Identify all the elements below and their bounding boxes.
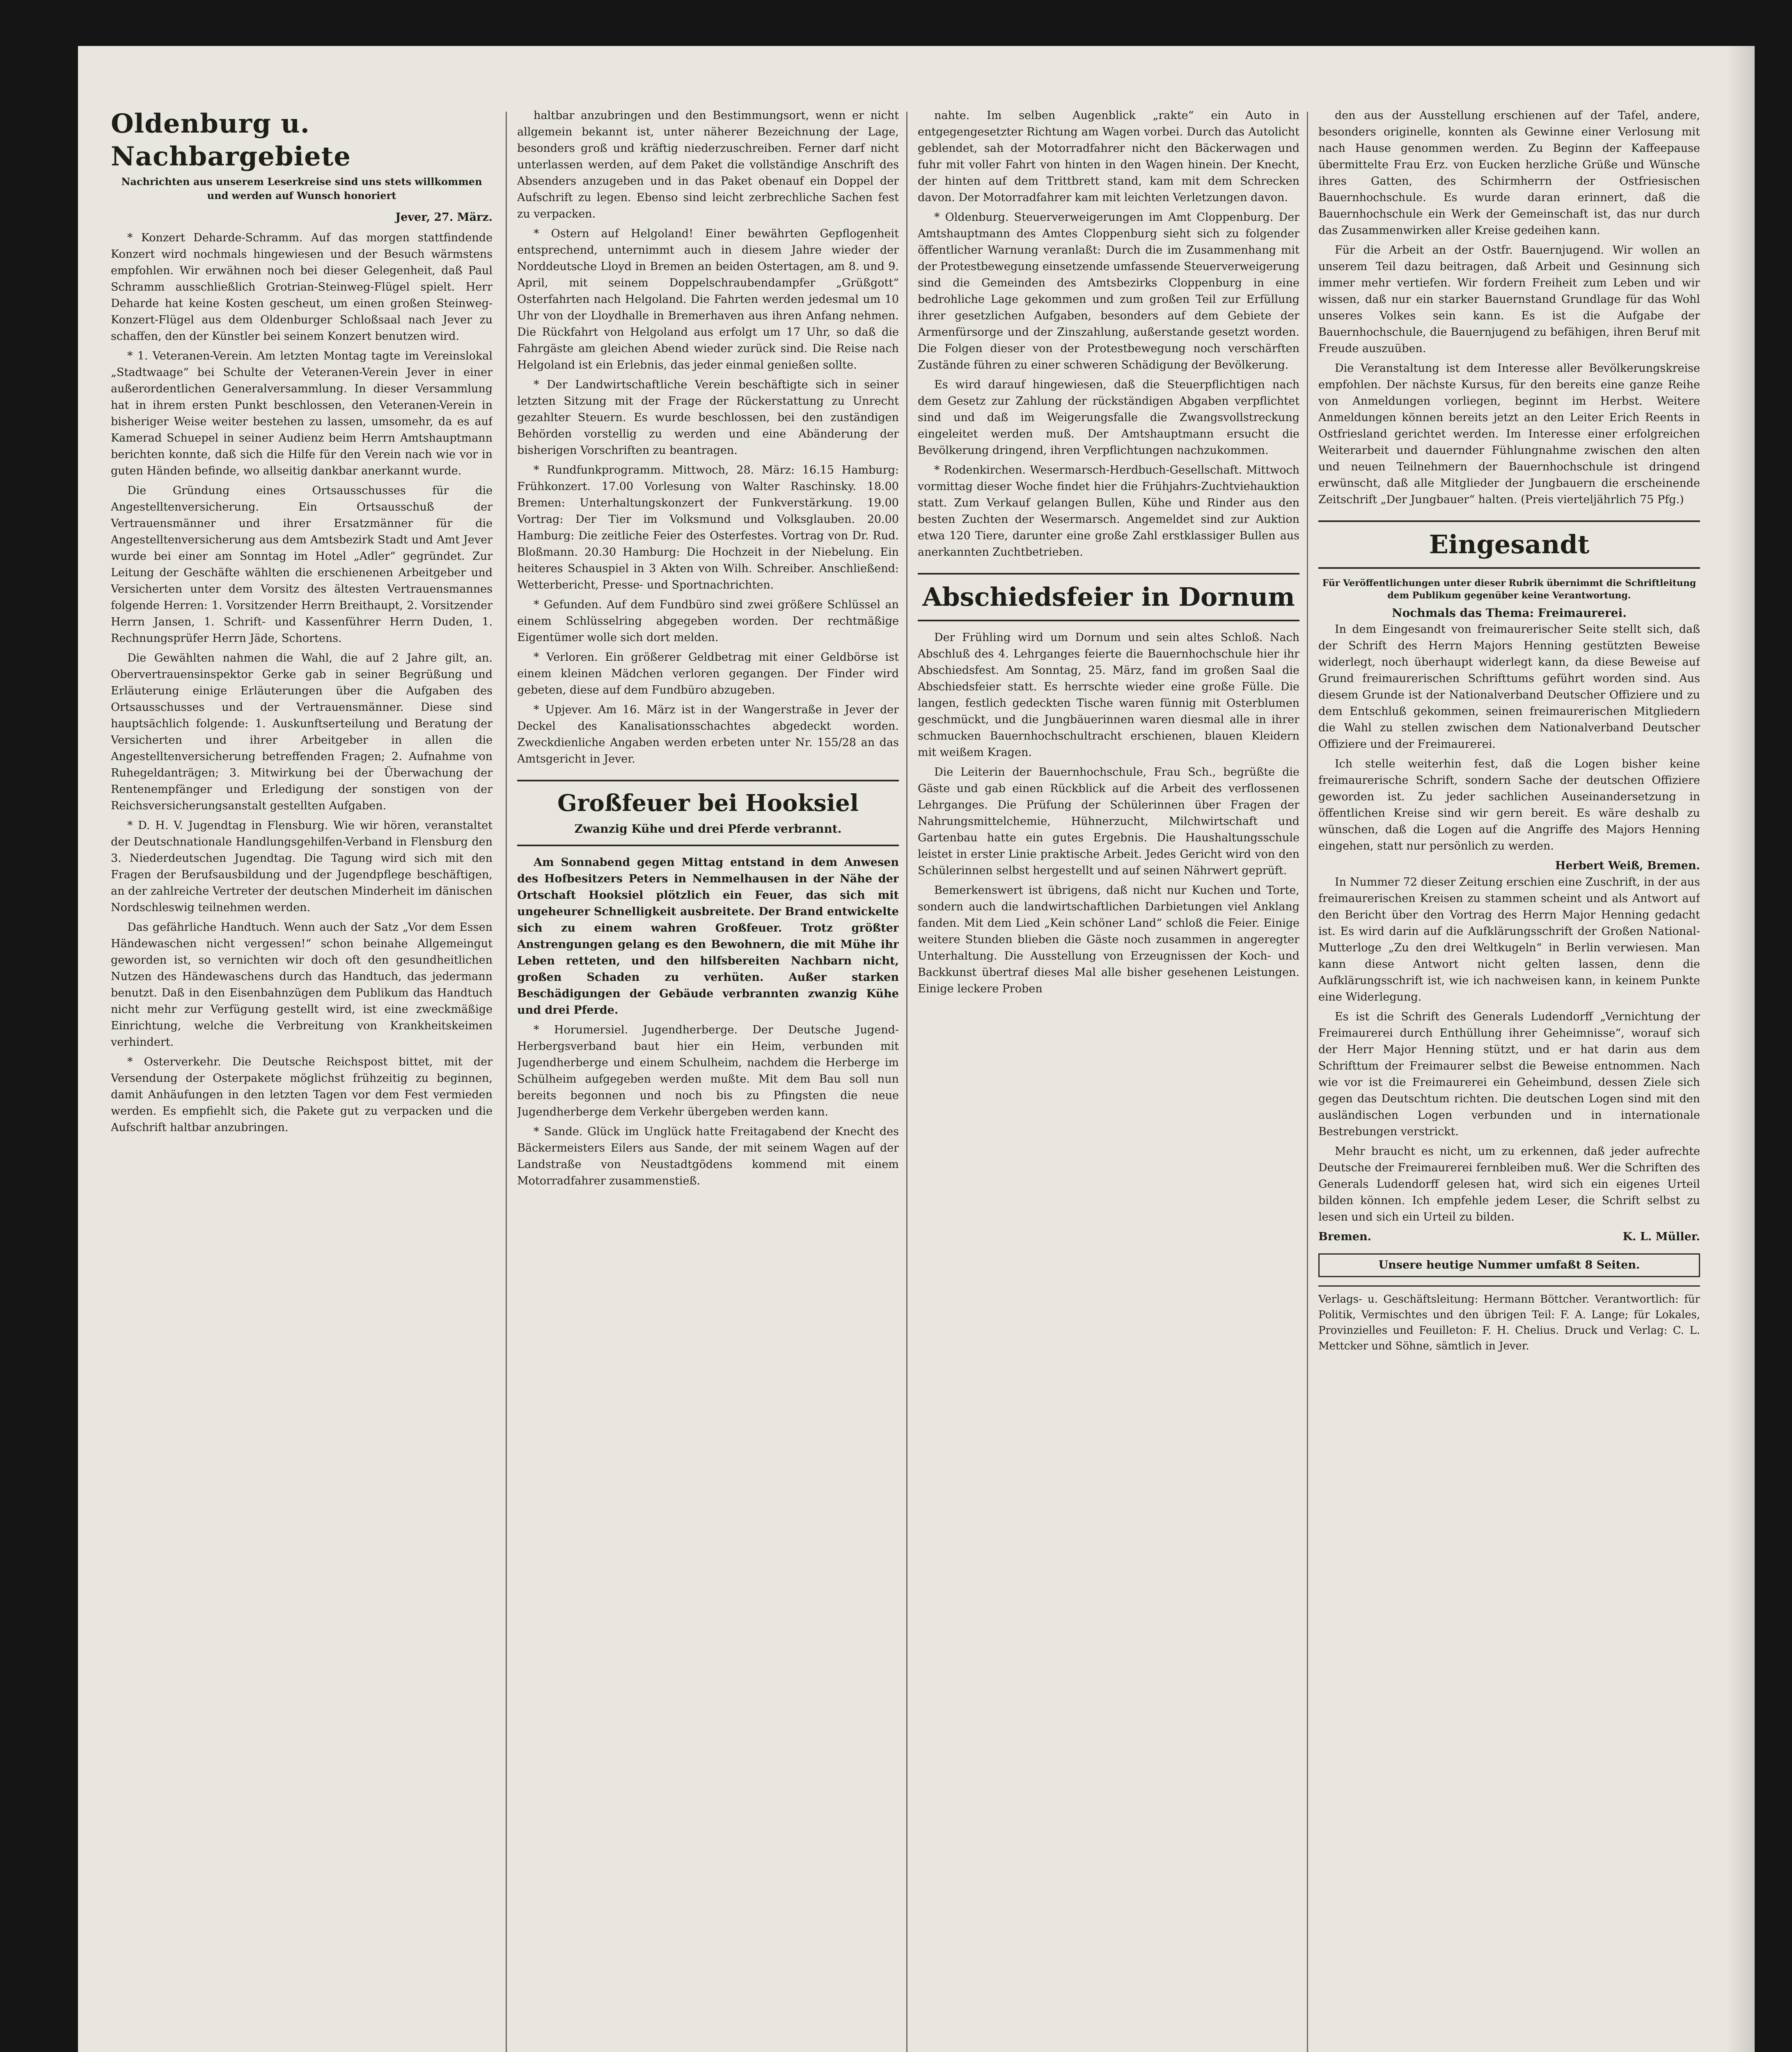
article-paragraph: Der Frühling wird um Dornum und sein altes Schloß. Nach Abschluß des 4. Lehrganges feierte die Bauernhochschule hier ihr Abschiedsfest. Am Sonntag, 25. März, fand im großen Saal die Abschiedsfeier statt. Es herrschte wieder eine große Fülle. Die langen, festlich gedeckten Tische waren fünnig mit Osterblumen geschmückt, und die Jungbäuerinnen waren diesmal alle in ihrer schmucken Bauernhochschultracht erschienen, blauen Kleidern mit weißem Kragen. — [918, 631, 1299, 759]
article-paragraph: * Der Landwirtschaftliche Verein beschäftigte sich in seiner letzten Sitzung mit der Frage der Rückerstattung zu Unrecht gezahlter Steuern. Es wurde beschlossen, bei den zuständigen Behörden vorstellig zu werden und eine Abänderung der bisherigen Vorschriften zu beantragen. — [517, 378, 899, 457]
article-paragraph: den aus der Ausstellung erschienen auf der Tafel, andere, besonders originelle, konnten als Gewinne einer Verlosung mit nach Hause genommen werden. Zu Beginn der Kaffeepause übermittelte Frau Erz. von Eucken herzliche Grüße und Wünsche ihres Gatten, des Schirmherrn der Ostfriesischen Bauernhochschule. Es wurde daran erinnert, daß die Bauernhochschule ein Werk der Gemeinschaft ist, das nur durch das Zusammenwirken aller Kreise gedeihen kann. — [1318, 109, 1700, 237]
article-paragraph: * Rundfunkprogramm. Mittwoch, 28. März: 16.15 Hamburg: Frühkonzert. 17.00 Vorlesung von Walter Raschinsky. 18.00 Bremen: Unterhaltungskonzert der Funkverstärkung. 19.00 Vortrag: Der Tier im Volksmund und Volksglauben. 20.00 Hamburg: Die zeitliche Feier des Osterfestes. Vortrag von Dr. Rud. Bloßmann. 20.30 Hamburg: Die Hochzeit in der Niebelung. Ein heiteres Schauspiel in 3 Akten von Wilh. Schreiber. Anschließend: Wetterbericht, Presse- und Sportnachrichten. — [517, 464, 899, 591]
article-paragraph: Bemerkenswert ist übrigens, daß nicht nur Kuchen und Torte, sondern auch die landwirtschaftlichen Darbietungen viel Anklang fanden. Mit dem Lied „Kein schöner Land“ schloß die Feier. Einige weitere Stunden blieben die Gäste noch zusammen in angeregter Unterhaltung. Die Ausstellung von Erzeugnissen der Koch- und Backkunst übertraf dieses Mal alle bisher gesehenen Leistungen. Einige leckere Proben — [918, 884, 1299, 995]
article-paragraph: In dem Eingesandt von freimaurerischer Seite stellt sich, daß der Schrift des Herrn Majors Henning gestützten Beweise widerlegt, noch überhaupt widerlegt kann, da diese Beweise auf Grund freimaurerischen Schrifttums geführt worden sind. Aus diesem Grunde ist der Nationalverband Deutscher Offiziere und zu dem Entschluß gekommen, seinen freimaurerischen Mitgliedern die Wahl zu stellen zwischen dem Nationalverband Deutscher Offiziere und der Freimaurerei. — [1318, 623, 1700, 751]
article-paragraph: * 1. Veteranen-Verein. Am letzten Montag tagte im Vereinslokal „Stadtwaage“ bei Schulte der Veteranen-Verein Jever in einer außerordentlichen Generalversammlung. In dieser Versammlung hat in ihrem ersten Punkt beschlossen, den Veteranen-Verein in bisheriger Weise weiter bestehen zu lassen, umsomehr, da es auf Kamerad Schuepel in seiner Audienz beim Herrn Amtshauptmann berichten konnte, daß sich die Hilfe für den Verein nach wie vor in guten Händen befinde, wo allseitig dankbar anerkannt wurde. — [111, 350, 493, 477]
newspaper-page — [78, 46, 1755, 2052]
article-paragraph: * Horumersiel. Jugendherberge. Der Deutsche Jugend-Herbergsverband baut hier ein Heim, verbunden mit Jugendherberge und einem Schulheim, nachdem die Herberge im Schülheim aufgegeben werden mußte. Mit dem Bau soll nun bereits begonnen und noch bis zu Pfingsten die neue Jugendherberge dem Verkehr übergeben werden kann. — [517, 1024, 899, 1118]
column-2 — [517, 108, 899, 2052]
article-paragraph: nahte. Im selben Augenblick „rakte“ ein Auto in entgegengesetzter Richtung am Wagen vorbei. Durch das Autolicht geblendet, sah der Motorradfahrer nicht den Bäckerwagen und fuhr mit voller Fahrt von hinten in den Wagen hinein. Der Knecht, der hinten auf dem Trittbrett stand, kam mit dem Schrecken davon. Der Motorradfahrer kam mit leichten Verletzungen davon. — [918, 109, 1299, 204]
article-paragraph: Am Sonnabend gegen Mittag entstand in dem Anwesen des Hofbesitzers Peters in Nemmelhausen in der Nähe der Ortschaft Hooksiel plötzlich ein Feuer, das sich mit ungeheurer Schnelligkeit ausbreitete. Der Brand entwickelte sich zu einem wahren Großfeuer. Trotz größter Anstrengungen gelang es den Bewohnern, die mit Mühe ihr Leben retteten, und den hilfsbereiten Nachbarn nicht, großen Schaden zu verhüten. Außer starken Beschädigungen der Gebäude verbrannten zwanzig Kühe und drei Pferde. — [517, 856, 899, 1017]
article-paragraph: Die Gewählten nahmen die Wahl, die auf 2 Jahre gilt, an. Obervertrauensinspektor Gerke gab in seiner Begrüßung und Erläuterung einige Erläuterungen über die Aufgaben des Ortsausschusses und der Vertrauensmänner. Diese sind hauptsächlich folgende: 1. Auskunftserteilung und Beratung der Versicherten und ihrer Arbeitgeber in allen die Angestelltenversicherung betreffenden Fragen; 2. Aufnahme von Ruhegeldanträgen; 3. Mitwirkung bei der Überwachung der Rentenempfänger und Erledigung der sonstigen von der Reichsversicherungsanstalt gestellten Aufgaben. — [111, 652, 493, 812]
column-rule — [506, 112, 507, 2052]
headline-abschiedsfeier: Abschiedsfeier in Dornum — [922, 582, 1295, 612]
article-paragraph: haltbar anzubringen und den Bestimmungsort, wenn er nicht allgemein bekannt ist, unter näherer Bezeichnung der Lage, besonders groß und kräftig niederzuschreiben. Ferner darf nicht unterlassen werden, auf dem Paket die vollständige Anschrift des Absenders anzugeben und in das Paket obenauf ein Doppel der Aufschrift zu legen. Ebenso sind leicht zerbrechliche Sachen fest zu verpacken. — [517, 109, 899, 220]
page-count-notice: Unsere heutige Nummer umfaßt 8 Seiten. — [1318, 1253, 1700, 1277]
column-rule — [906, 112, 907, 2052]
article-paragraph: Die Veranstaltung ist dem Interesse aller Bevölkerungskreise empfohlen. Der nächste Kursus, für den bereits eine ganze Reihe von Anmeldungen vorliegen, beginnt im Herbst. Weitere Anmeldungen können bereits jetzt an den Leiter Erich Reents in Ostfriesland gerichtet werden. Im Interesse einer erfolgreichen Weiterarbeit und dauernder Fühlungnahme zwischen den alten und neuen Teilnehmern der Bauernhochschule ist dringend erwünscht, daß alle Mitglieder der Jungbauern die erscheinende Zeitschrift „Der Jungbauer“ halten. (Preis vierteljährlich 75 Pfg.) — [1318, 362, 1700, 506]
article-paragraph: * Ostern auf Helgoland! Einer bewährten Gepflogenheit entsprechend, unternimmt auch in diesem Jahre wieder der Norddeutsche Lloyd in Bremen an beiden Ostertagen, am 8. und 9. April, mit seinem Doppelschraubendampfer „Grüßgott“ Osterfahrten nach Helgoland. Die Fahrten werden jedesmal um 10 Uhr von der Lloydhalle in Bremerhaven aus ihren Anfang nehmen. Die Rückfahrt von Helgoland aus erfolgt um 17 Uhr, so daß die Fahrgäste am gleichen Abend wieder zurück sind. Die Reise nach Helgoland ist ein Erlebnis, das jeder einmal genießen sollte. — [517, 227, 899, 371]
section-masthead: Oldenburg u. Nachbargebiete — [111, 108, 351, 172]
article-paragraph: Es wird darauf hingewiesen, daß die Steuerpflichtigen nach dem Gesetz zur Zahlung der rückständigen Abgaben verpflichtet sind und daß im Weigerungsfalle die Zwangsvollstreckung eingeleitet werden muß. Der Amtshauptmann ersucht die Bevölkerung dringend, ihren Verpflichtungen nachzukommen. — [918, 378, 1299, 457]
article-paragraph: * Upjever. Am 16. März ist in der Wangerstraße in Jever der Deckel des Kanalisationsschachtes abgedeckt worden. Zweckdienliche Angaben werden erbeten unter Nr. 155/28 an das Amtsgericht in Jever. — [517, 703, 899, 765]
article-paragraph: * Oldenburg. Steuerverweigerungen im Amt Cloppenburg. Der Amtshauptmann des Amtes Cloppenburg sieht sich zu folgender öffentlicher Warnung veranlaßt: Durch die im Zusammenhang mit der Protestbewegung einsetzende umfassende Steuerverweigerung sind die Gemeinden des Amtsbezirks Cloppenburg in eine bedrohliche Lage gekommen und zum großen Teil zur Erfüllung ihrer gesetzlichen Aufgaben, besonders auf dem Gebiete der Armenfürsorge und der Zinszahlung, außerstande gesetzt worden. Die Folgen dieser von der Protestbewegung noch verschärften Zustände führen zu einer schweren Schädigung der Bevölkerung. — [918, 211, 1299, 371]
article-paragraph: * Konzert Deharde-Schramm. Auf das morgen stattfindende Konzert wird nochmals hingewiesen und der Besuch wärmstens empfohlen. Wir erwähnen noch bei dieser Gelegenheit, daß Paul Schramm ausschließlich Grotrian-Steinweg-Flügel spielt. Herr Deharde hat keine Kosten gescheut, um einen großen Steinweg-Konzert-Flügel aus dem Oldenburger Schloßsaal nach Jever zu schaffen, den der Künstler bei seinem Konzert benutzen wird. — [111, 231, 493, 343]
article-paragraph: Die Leiterin der Bauernhochschule, Frau Sch., begrüßte die Gäste und gab einen Rückblick auf die Arbeit des verflossenen Lehrganges. Die Prüfung der Schülerinnen über Fragen der Nahrungsmittelchemie, Hühnerzucht, Milchwirtschaft und Gartenbau hatte ein gutes Ergebnis. Die Haushaltungsschule leistet in erster Linie praktische Arbeit. Jedes Gericht wird von den Schülerinnen selbst hergestellt und auf seinen Nährwert geprüft. — [918, 766, 1299, 877]
column-3 — [918, 108, 1299, 2052]
signature-place: Bremen. — [1318, 1230, 1372, 1243]
headline-grossfeuer: Großfeuer bei Hooksiel — [557, 790, 859, 817]
signature-line — [1318, 1229, 1700, 1245]
signature-name: K. L. Müller. — [1622, 1230, 1700, 1243]
headline-deck: Zwanzig Kühe und drei Pferde verbrannt. — [574, 822, 842, 836]
article-paragraph: * Gefunden. Auf dem Fundbüro sind zwei größere Schlüssel an einem Schlüsselring abgegeben worden. Der rechtmäßige Eigentümer wolle sich dort melden. — [517, 598, 899, 644]
section-subtitle: Nachrichten aus unserem Leserkreise sind uns stets willkommen und werden auf Wunsch honoriert — [121, 176, 482, 202]
column-1 — [111, 108, 493, 2052]
headline-box — [517, 780, 899, 846]
article-paragraph: Das gefährliche Handtuch. Wenn auch der Satz „Vor dem Essen Händewaschen nicht vergessen!“ schon beinahe Allgemeingut geworden ist, so vernichten wir doch oft den gesundheitlichen Nutzen des Händewaschens durch das Handtuch, das jedermann benutzt. Daß in den Eisenbahnzügen dem Publikum das Handtuch nicht mehr zur Verfügung gestellt wird, ist eine zweckmäßige Einrichtung, welche die Verbreitung von Krankheitskeimen verhindert. — [111, 921, 493, 1049]
article-paragraph: * Rodenkirchen. Wesermarsch-Herdbuch-Gesellschaft. Mittwoch vormittag dieser Woche findet hier die Frühjahrs-Zuchtviehauktion statt. Zum Verkauf gelangen Bullen, Kühe und Rinder aus den besten Zuchten der Wesermarsch. Angemeldet sind zur Auktion etwa 120 Tiere, darunter eine große Zahl erstklassiger Bullen aus anerkannten Zuchtbetrieben. — [918, 464, 1299, 559]
signature: Herbert Weiß, Bremen. — [1555, 859, 1700, 872]
headline-box — [918, 573, 1299, 621]
article-paragraph: * Osterverkehr. Die Deutsche Reichspost bittet, mit der Versendung der Osterpakete möglichst frühzeitig zu beginnen, damit Anhäufungen in den letzten Tagen vor dem Fest vermieden werden. Es empfiehlt sich, die Pakete gut zu verpacken und die Aufschrift haltbar anzubringen. — [111, 1056, 493, 1134]
article-paragraph: In Nummer 72 dieser Zeitung erschien eine Zuschrift, in der aus freimaurerischen Kreisen zu stammen scheint und als Antwort auf den Bericht über den Vortrag des Herrn Major Henning gedacht ist. Es wird darin auf die Aufklärungsschrift der Großen National-Mutterloge „Zu den drei Weltkugeln“ in Berlin verwiesen. Man kann diese Antwort nicht gelten lassen, denn die Aufklärungsschrift ist, wie ich nachweisen kann, in keinem Punkte eine Widerlegung. — [1318, 876, 1700, 1003]
imprint: Verlags- u. Geschäftsleitung: Hermann Böttcher. Verantwortlich: für Politik, Vermischtes und den übrigen Teil: F. A. Lange; für Lokales, Provinzielles und Feuilleton: F. H. Chelius. Druck und Verlag: C. L. Mettcker und Söhne, sämtlich in Jever. — [1318, 1285, 1700, 1354]
column-4 — [1318, 108, 1700, 2052]
eingesandt-topic: Nochmals das Thema: Freimaurerei. — [1392, 606, 1627, 620]
article-paragraph: * Sande. Glück im Unglück hatte Freitagabend der Knecht des Bäckermeisters Eilers aus Sande, der mit seinem Wagen auf der Landstraße von Neustadtgödens kommend mit einem Motorradfahrer zusammenstieß. — [517, 1125, 899, 1187]
article-paragraph: * D. H. V. Jugendtag in Flensburg. Wie wir hören, veranstaltet der Deutschnationale Handlungsgehilfen-Verband in Flensburg den 3. Niederdeutschen Jugendtag. Die Tagung wird sich mit den Fragen der Berufsausbildung und der Jugendpflege beschäftigen, an der zahlreiche Vertreter der deutschen Minderheit im dänischen Nordschleswig teilnehmen werden. — [111, 819, 493, 914]
article-paragraph: Mehr braucht es nicht, um zu erkennen, daß jeder aufrechte Deutsche der Freimaurerei fernbleiben muß. Wer die Schriften des Generals Ludendorff gelesen hat, wird sich ein eigenes Urteil bilden können. Ich empfehle jedem Leser, die Schrift selbst zu lesen und sich ein Urteil zu bilden. — [1318, 1145, 1700, 1223]
eingesandt-disclaimer: Für Veröffentlichungen unter dieser Rubrik übernimmt die Schriftleitung dem Publikum gegenüber keine Verantwortung. — [1322, 578, 1696, 601]
article-paragraph: Es ist die Schrift des Generals Ludendorff „Vernichtung der Freimaurerei durch Enthüllung ihrer Geheimnisse“, worauf sich der Herr Major Henning stützt, und er hat darin aus dem Schrifttum der Freimaurer selbst die Beweise entnommen. Nach wie vor ist die Freimaurerei ein Geheimbund, dessen Ziele sich gegen das Deutschtum richten. Die deutschen Logen sind mit den ausländischen Logen verbunden und in internationale Bestrebungen verstrickt. — [1318, 1010, 1700, 1138]
headline-eingesandt: Eingesandt — [1429, 529, 1590, 559]
article-paragraph: * Verloren. Ein größerer Geldbetrag mit einer Geldbörse ist einem kleinen Mädchen verloren gegangen. Der Finder wird gebeten, diese auf dem Fundbüro abzugeben. — [517, 651, 899, 696]
column-rule — [1307, 112, 1308, 2052]
eingesandt-box — [1318, 520, 1700, 569]
article-paragraph: Ich stelle weiterhin fest, daß die Logen bisher keine freimaurerische Schrift, sondern Sache der deutschen Offiziere geworden ist. Zu jeder sachlichen Auseinandersetzung in öffentlichen Kreise sind wir gern bereit. Es wäre deshalb zu wünschen, daß die Logen auf die Angriffe des Majors Henning eingehen, statt nur persönlich zu werden. — [1318, 758, 1700, 852]
article-paragraph: Für die Arbeit an der Ostfr. Bauernjugend. Wir wollen an unserem Teil dazu beitragen, daß Arbeit und Gesinnung sich immer mehr vertiefen. Wir fordern Freiheit zum Leben und wir wissen, daß nur ein starker Bauernstand Grundlage für das Wohl unseres Volkes sein kann. Es ist die Aufgabe der Bauernhochschule, die Bauernjugend zu befähigen, ihren Beruf mit Freude auszuüben. — [1318, 244, 1700, 355]
article-paragraph: Die Gründung eines Ortsausschusses für die Angestelltenversicherung. Ein Ortsausschuß der Vertrauensmänner und ihrer Ersatzmänner für die Angestelltenversicherung aus dem Amtsbezirk Stadt und Amt Jever wurde bei einer am Sonntag im Hotel „Adler“ gegründet. Zur Leitung der Geschäfte wählten die erschienenen Arbeitgeber und Versicherten unter dem Vorsitz des ältesten Vertrauensmannes folgende Herren: 1. Vorsitzender Herrn Breithaupt, 2. Vorsitzender Herrn Jansen, 1. Schrift- und Kassenführer Herrn Duden, 1. Rechnungsprüfer Herrn Jäde, Schortens. — [111, 484, 493, 645]
dateline: Jever, 27. März. — [395, 211, 493, 224]
